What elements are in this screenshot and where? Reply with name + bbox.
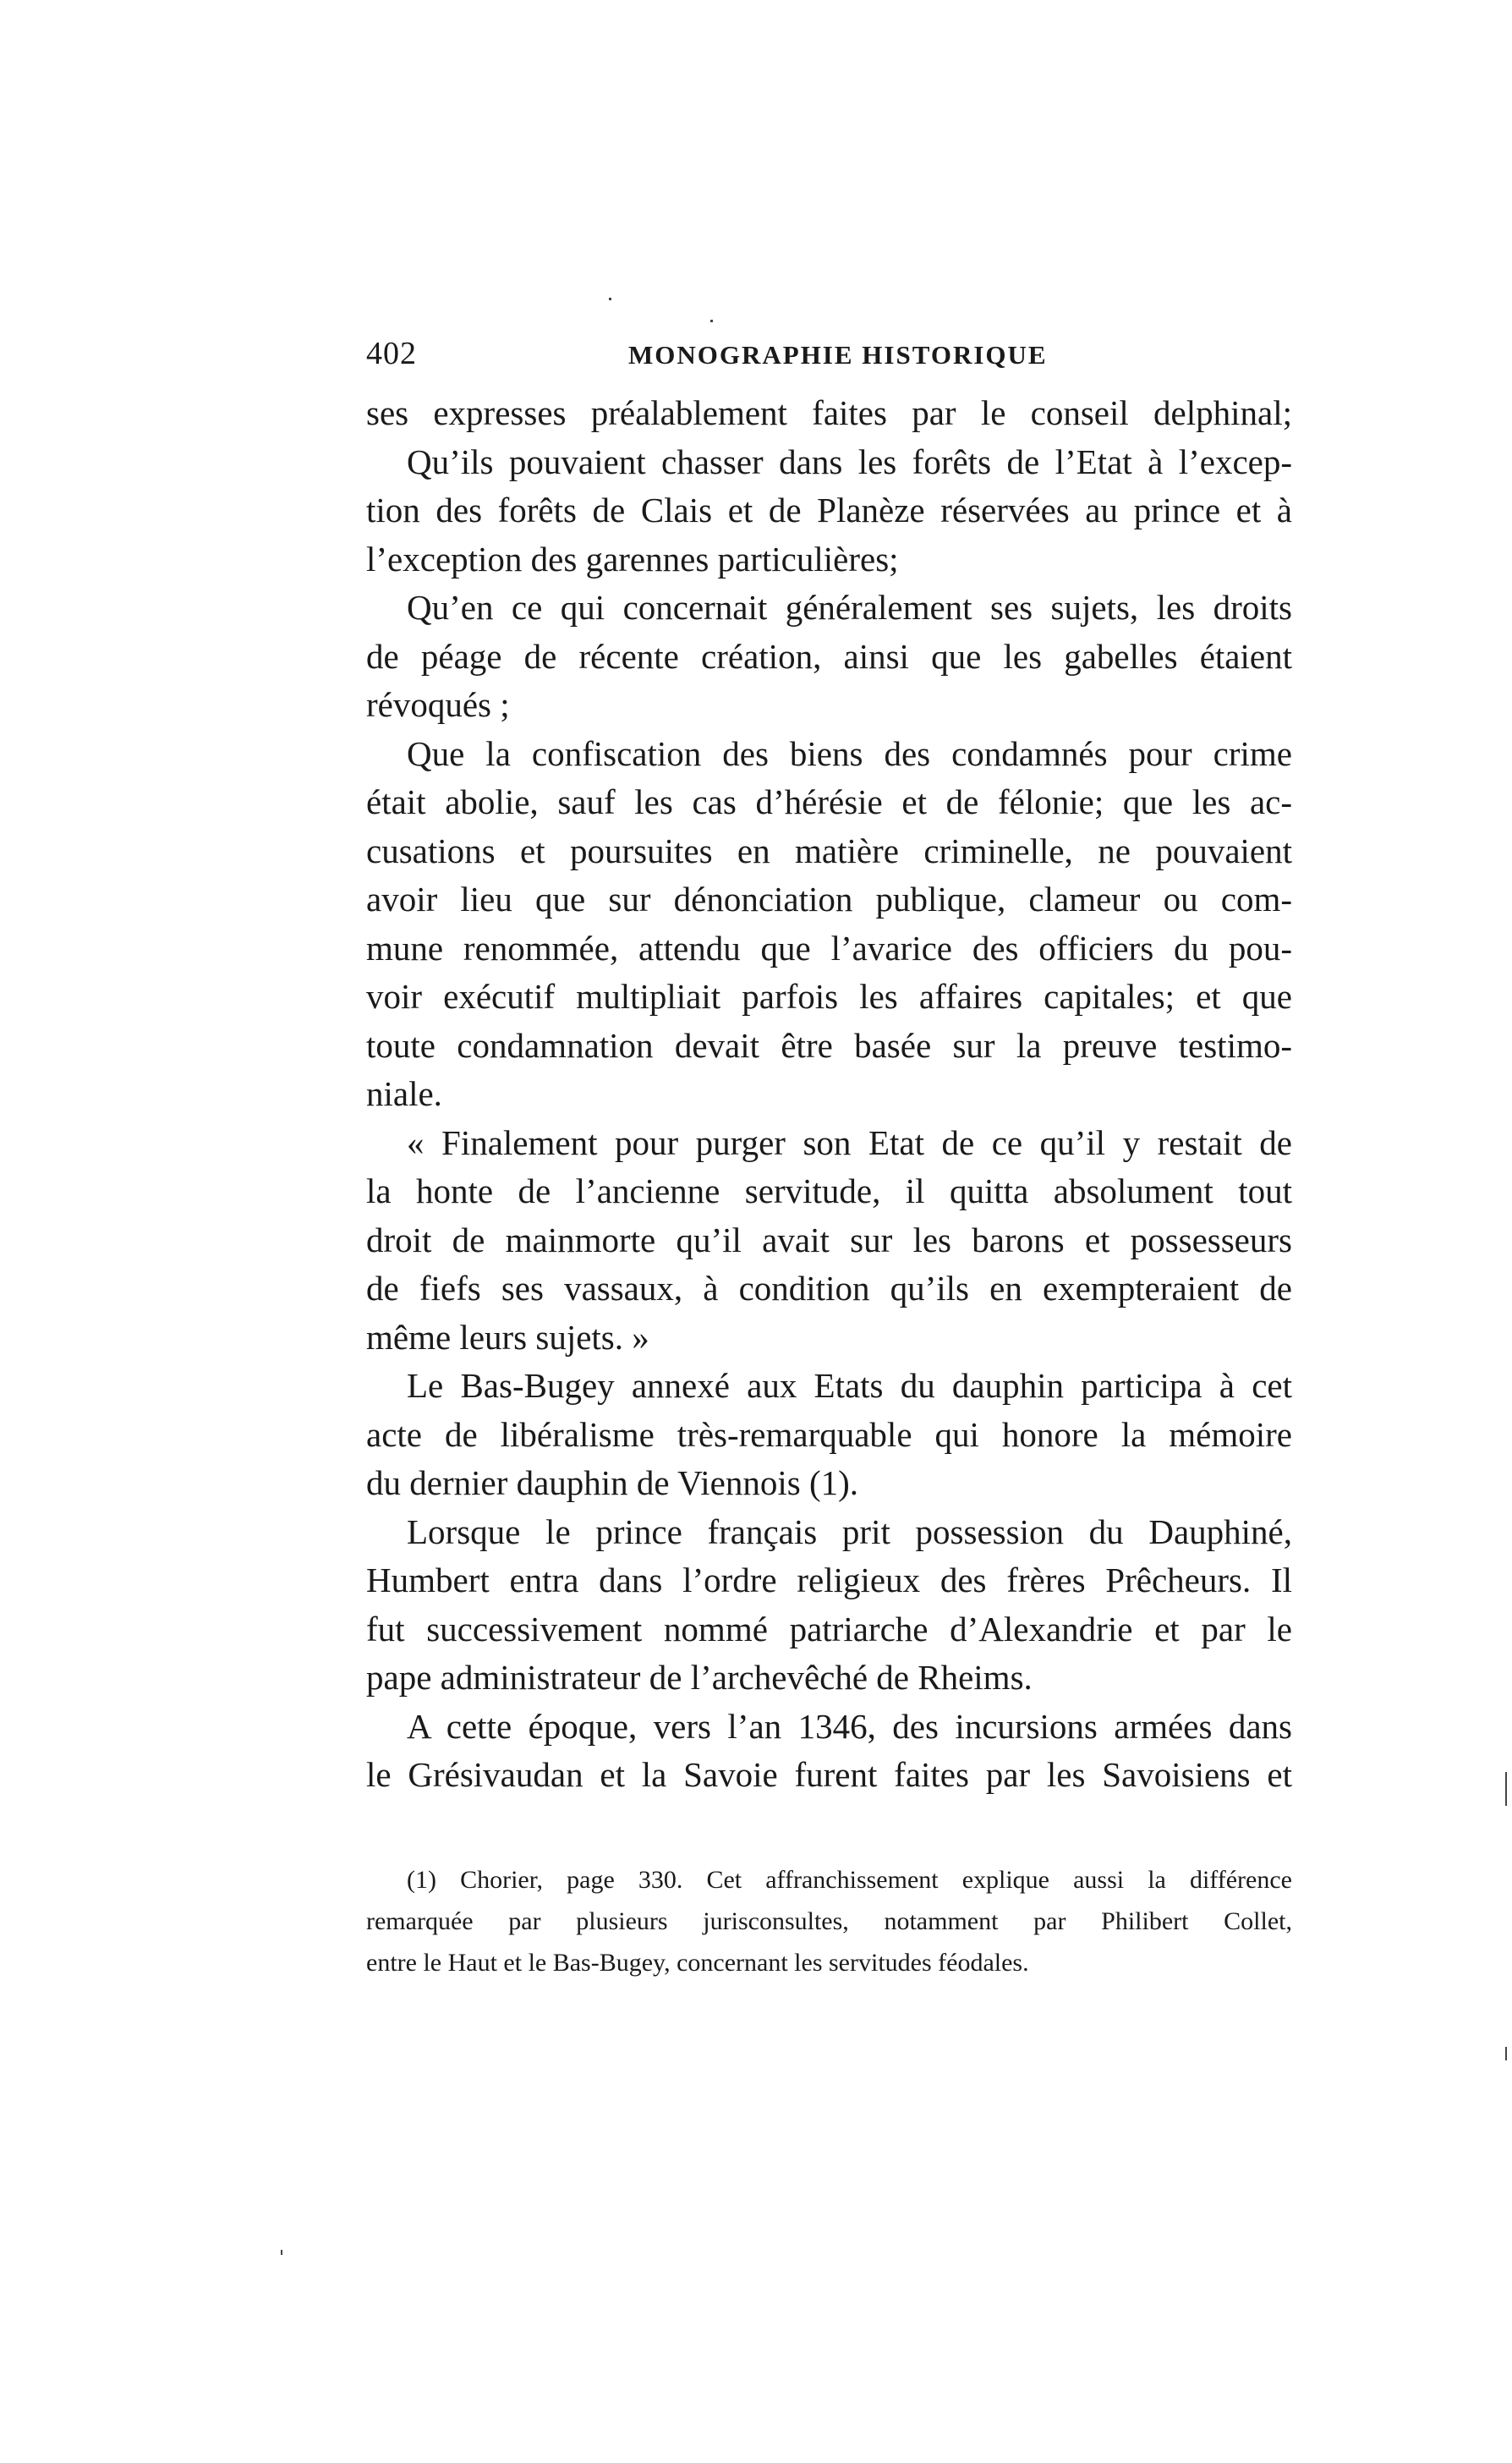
body-text: [366, 389, 1292, 1800]
scan-speck: [609, 298, 611, 300]
text-line: le Grésivaudan et la Savoie furent faites par les Savoisiens et: [366, 1755, 1292, 1794]
text-line: même leurs sujets. »: [366, 1317, 649, 1357]
text-line: Humbert entra dans l’ordre religieux des frères Prêcheurs. Il: [366, 1561, 1292, 1599]
text-line: pape administrateur de l’archevêché de Rheims.: [366, 1658, 1033, 1697]
margin-mark: [1505, 1772, 1507, 1806]
text-line: du dernier dauphin de Viennois (1).: [366, 1463, 859, 1502]
text-line: Lorsque le prince français prit possession du Dauphiné,: [407, 1511, 1292, 1551]
text-line: Le Bas-Bugey annexé aux Etats du dauphin participa à cet: [407, 1366, 1292, 1405]
text-line: de fiefs ses vassaux, à condition qu’ils en exempteraient de: [366, 1269, 1292, 1308]
running-head: MONOGRAPHIE HISTORIQUE: [628, 340, 1048, 370]
page-header: [366, 335, 1296, 377]
text-line: Qu’en ce qui concernait généralement ses sujets, les droits: [407, 588, 1292, 627]
text-line: avoir lieu que sur dénonciation publique, clameur ou com-: [366, 880, 1292, 919]
text-line: fut successivement nommé patriarche d’Alexandrie et par le: [366, 1609, 1292, 1648]
text-line: toute condamnation devait être basée sur la preuve testimo-: [366, 1025, 1292, 1065]
text-line: droit de mainmorte qu’il avait sur les barons et possesseurs: [366, 1220, 1292, 1259]
text-line: voir exécutif multipliait parfois les affaires capitales; et que: [366, 977, 1292, 1016]
text-line: était abolie, sauf les cas d’hérésie et de félonie; que les ac-: [366, 782, 1292, 821]
text-line: « Finalement pour purger son Etat de ce qu’il y restait de: [407, 1122, 1292, 1162]
text-line: tion des forêts de Clais et de Planèze réservées au prince et à: [366, 491, 1292, 529]
text-line: cusations et poursuites en matière criminelle, ne pouvaient: [366, 831, 1292, 870]
text-line: Que la confiscation des biens des condamnés pour crime: [407, 733, 1292, 773]
text-line: A cette époque, vers l’an 1346, des incursions armées dans: [407, 1706, 1292, 1746]
page-number: 402: [366, 336, 417, 371]
footnotes: [366, 1859, 1292, 1983]
text-line: de péage de récente création, ainsi que les gabelles étaient: [366, 636, 1292, 676]
footnote-line: remarquée par plusieurs jurisconsultes, notamment par Philibert Collet,: [366, 1907, 1292, 1935]
text-line: révoqués ;: [366, 685, 510, 724]
scan-speck: [1505, 2047, 1507, 2060]
scan-speck: [281, 2250, 282, 2255]
footnote-line: entre le Haut et le Bas-Bugey, concernant les servitudes féodales.: [366, 1949, 1029, 1977]
text-line: niale.: [366, 1074, 442, 1113]
text-line: l’exception des garennes particulières;: [366, 539, 899, 579]
text-line: ses expresses préalablement faites par le conseil delphinal;: [366, 393, 1292, 432]
footnote-line: (1) Chorier, page 330. Cet affranchissement explique aussi la différence: [407, 1866, 1292, 1894]
text-line: acte de libéralisme très-remarquable qui honore la mémoire: [366, 1414, 1292, 1454]
text-line: la honte de l’ancienne servitude, il quitta absolument tout: [366, 1171, 1292, 1210]
text-line: mune renommée, attendu que l’avarice des officiers du pou-: [366, 928, 1292, 968]
text-line: Qu’ils pouvaient chasser dans les forêts de l’Etat à l’excep-: [407, 442, 1292, 481]
scan-speck: [710, 320, 713, 322]
